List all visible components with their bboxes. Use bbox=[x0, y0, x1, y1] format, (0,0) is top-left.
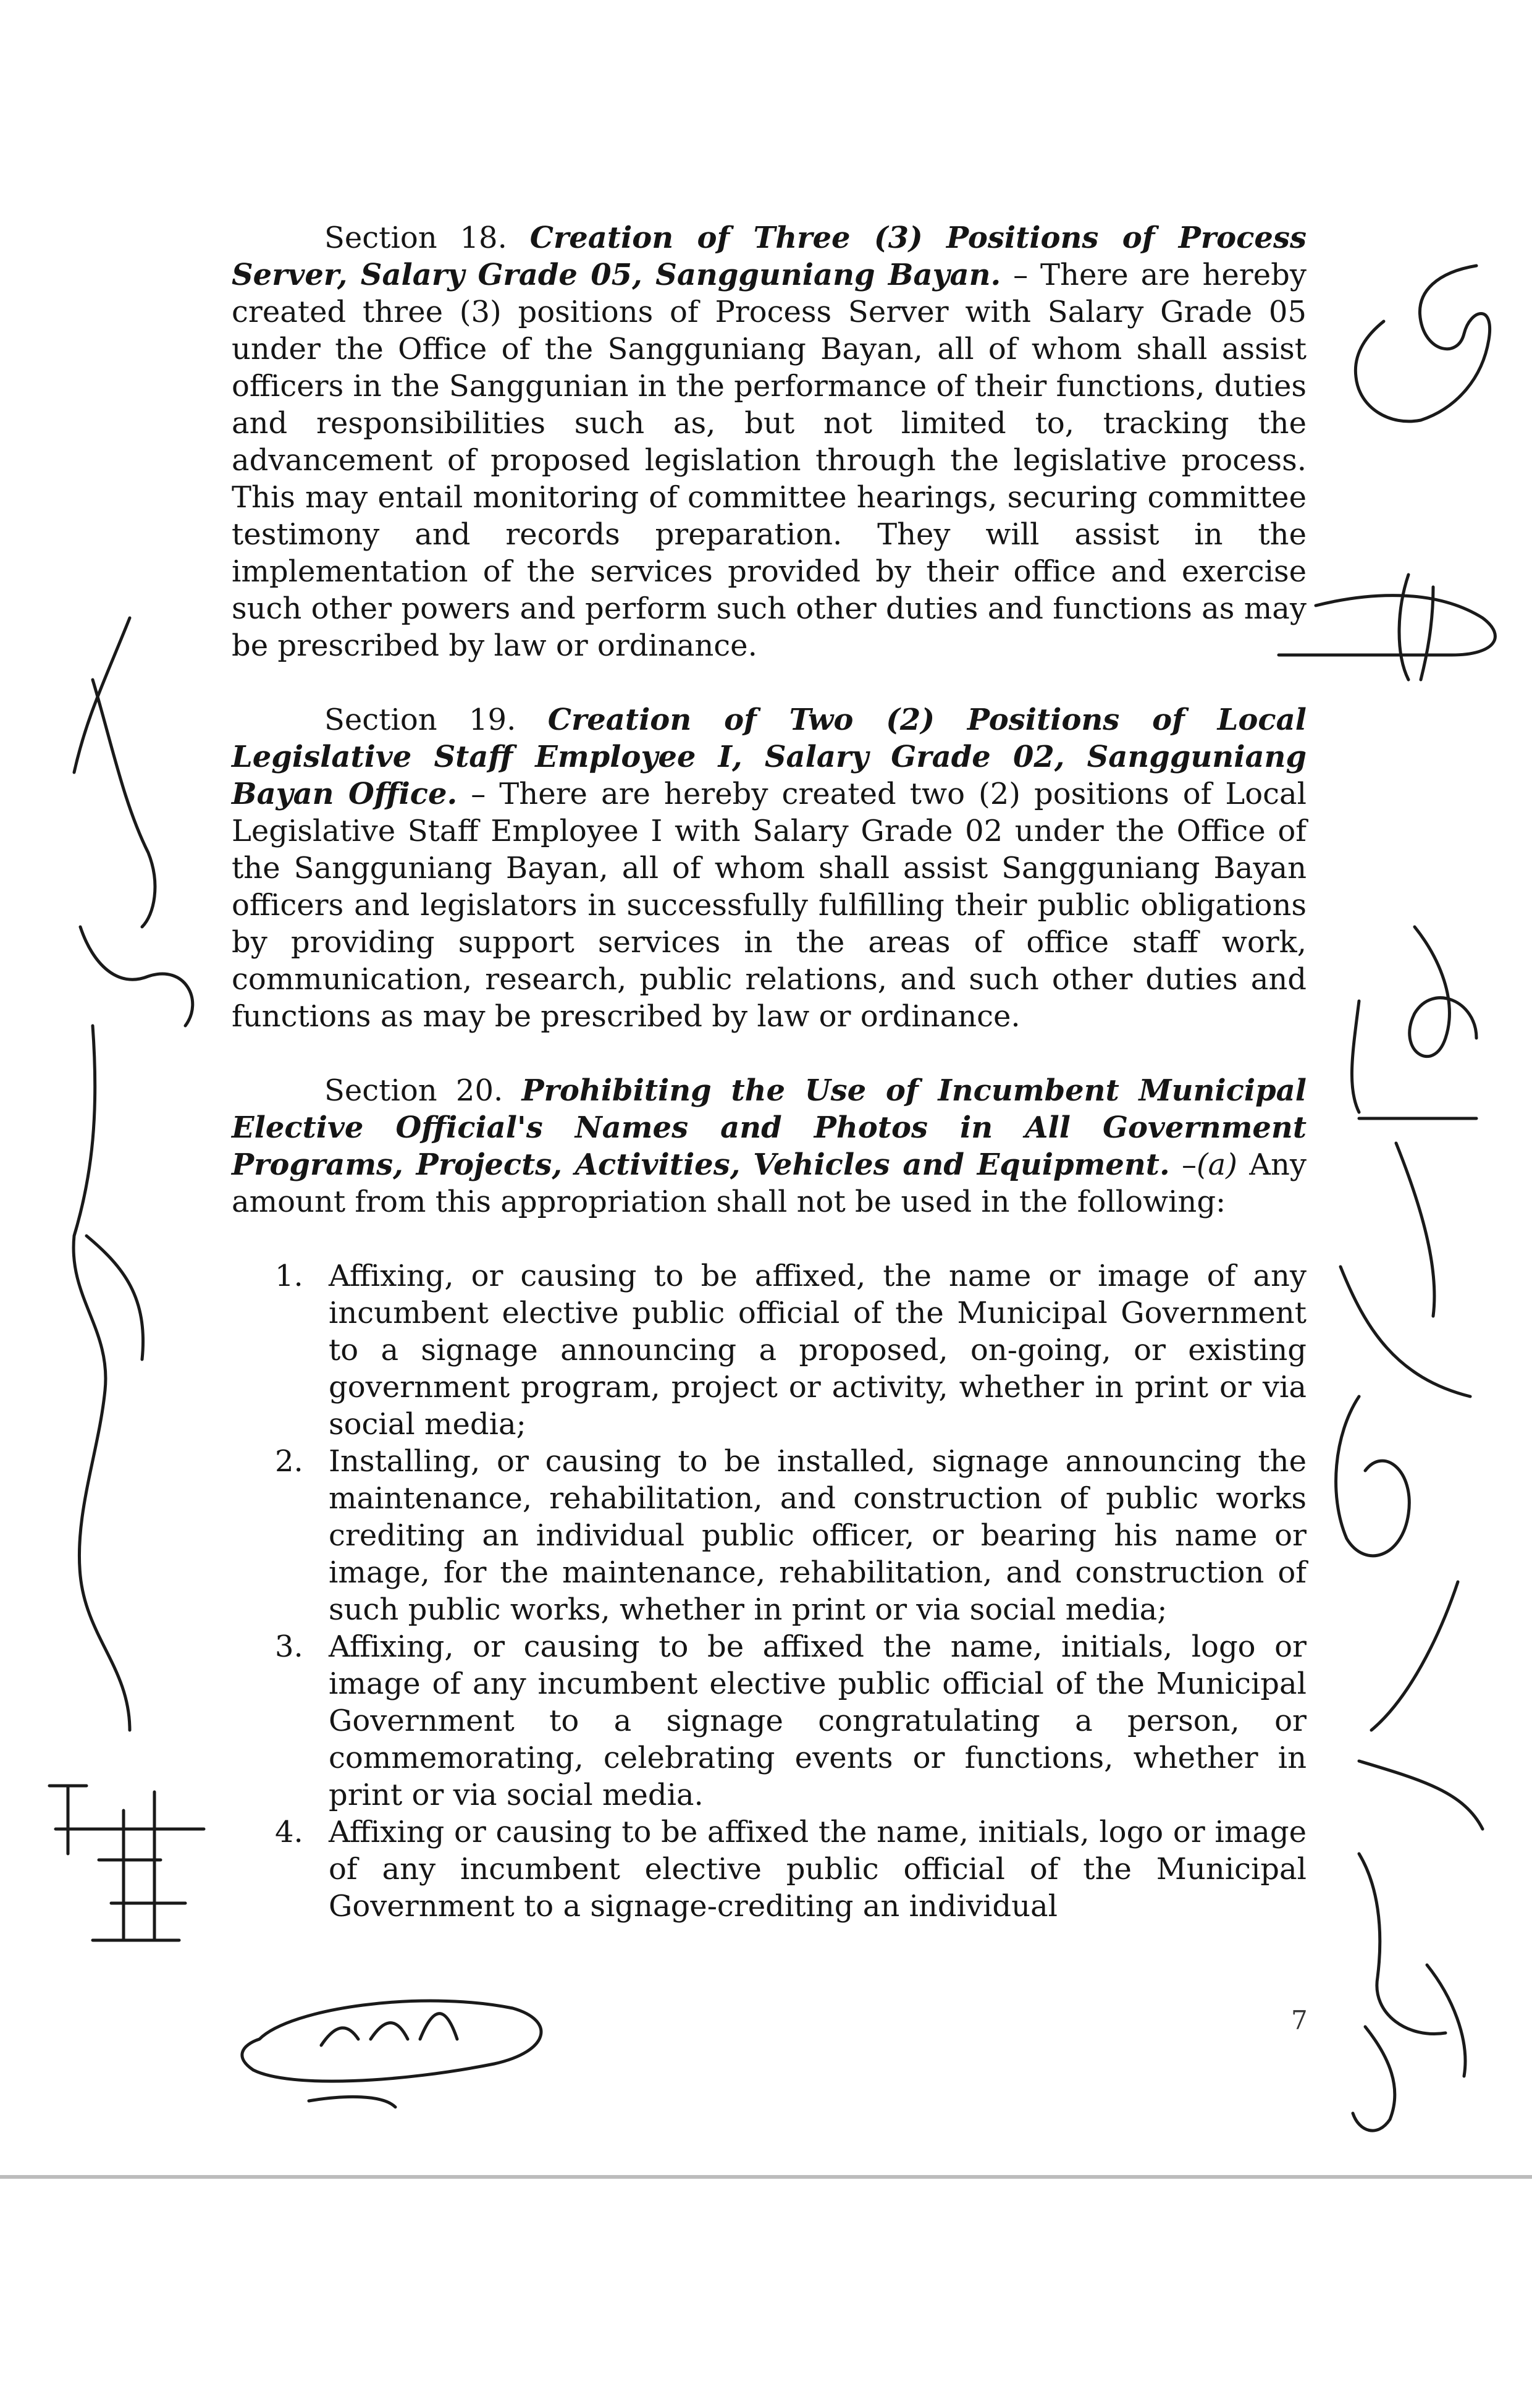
signature-left-upper bbox=[74, 618, 193, 1026]
signature-right-middle bbox=[1340, 927, 1476, 1396]
section-19-number: Section 19. bbox=[324, 703, 516, 737]
signature-left-middle bbox=[74, 1026, 143, 1730]
signature-bottom-oval bbox=[242, 2001, 541, 2107]
signature-right-bottom bbox=[1353, 1854, 1465, 2131]
section-18-number: Section 18. bbox=[324, 221, 507, 255]
list-item bbox=[232, 1257, 1307, 1443]
section-19 bbox=[232, 701, 1307, 1035]
list-item bbox=[232, 1443, 1307, 1628]
section-20 bbox=[232, 1072, 1307, 1220]
document-body bbox=[232, 219, 1307, 1925]
signature-left-bottom bbox=[49, 1786, 204, 1940]
prohibition-list bbox=[232, 1257, 1307, 1925]
list-item-text: Affixing or causing to be affixed the name, initials, logo or image of any incumbent elective public official of the Municipal Government to a signage-crediting an individual bbox=[329, 1815, 1307, 1924]
list-item-number: 1. bbox=[275, 1259, 303, 1293]
page-background-below bbox=[0, 2179, 1532, 2408]
list-item bbox=[232, 1814, 1307, 1925]
section-18-title: Creation of Three (3) Positions of Process Server, Salary Grade 05, Sangguniang Bayan. bbox=[232, 221, 1307, 292]
section-19-body: – There are hereby created two (2) positions of Local Legislative Staff Employee I with Salary Grade 02 under the Office of the Sangguniang Bayan, all of whom shall assist Sangguniang Bayan officers and legislators in successfully fulfilling their public obligations by providing support services in the areas of office staff work, communication, research, public relations, and such other duties and functions as may be prescribed by law or ordinance. bbox=[232, 777, 1307, 1034]
page-number: 7 bbox=[1291, 2005, 1308, 2035]
section-20-number: Section 20. bbox=[324, 1073, 503, 1108]
list-item-number: 3. bbox=[275, 1629, 303, 1664]
list-item bbox=[232, 1628, 1307, 1814]
signature-top-right bbox=[1355, 266, 1489, 421]
list-item-number: 4. bbox=[275, 1815, 303, 1849]
signature-right-lower bbox=[1336, 1396, 1483, 1829]
section-19-title: Creation of Two (2) Positions of Local Legislative Staff Employee I, Salary Grade 02, Sangguniang Bayan Office. bbox=[232, 703, 1307, 811]
section-20-subpoint: (a) bbox=[1196, 1147, 1238, 1182]
section-20-dash: – bbox=[1169, 1147, 1197, 1182]
list-item-text: Affixing, or causing to be affixed, the name or image of any incumbent elective public official of the Municipal Government to a signage announcing a proposed, on-going, or existing government program, project or activity, whether in print or via social media; bbox=[329, 1259, 1307, 1442]
signature-right-upper bbox=[1279, 575, 1495, 680]
section-20-title: Prohibiting the Use of Incumbent Municipal Elective Official's Names and Photos in All Government Programs, Projects, Activities, Vehicles and Equipment. bbox=[232, 1073, 1307, 1182]
list-item-text: Affixing, or causing to be affixed the name, initials, logo or image of any incumbent elective public official of the Municipal Government to a signage congratulating a person, or commemorating, celebrating events or functions, whether in print or via social media. bbox=[329, 1629, 1307, 1812]
section-18 bbox=[232, 219, 1307, 664]
list-item-number: 2. bbox=[275, 1444, 303, 1479]
list-item-text: Installing, or causing to be installed, signage announcing the maintenance, rehabilitation, and construction of public works crediting an individual public officer, or bearing his name or image, for the maintenance, rehabilitation, and construction of such public works, whether in print or via social media; bbox=[329, 1444, 1307, 1627]
section-20-body: Any amount from this appropriation shall not be used in the following: bbox=[232, 1147, 1307, 1219]
section-18-body: – There are hereby created three (3) positions of Process Server with Salary Grade 05 under the Office of the Sangguniang Bayan, all of whom shall assist officers in the Sanggunian in the performance of their functions, duties and responsibilities such as, but not limited to, tracking the advancement of proposed legislation through the legislative process. This may entail monitoring of committee hearings, securing committee testimony and records preparation. They will assist in the implementation of the services provided by their office and exercise such other powers and perform such other duties and functions as may be prescribed by law or ordinance. bbox=[232, 258, 1307, 663]
